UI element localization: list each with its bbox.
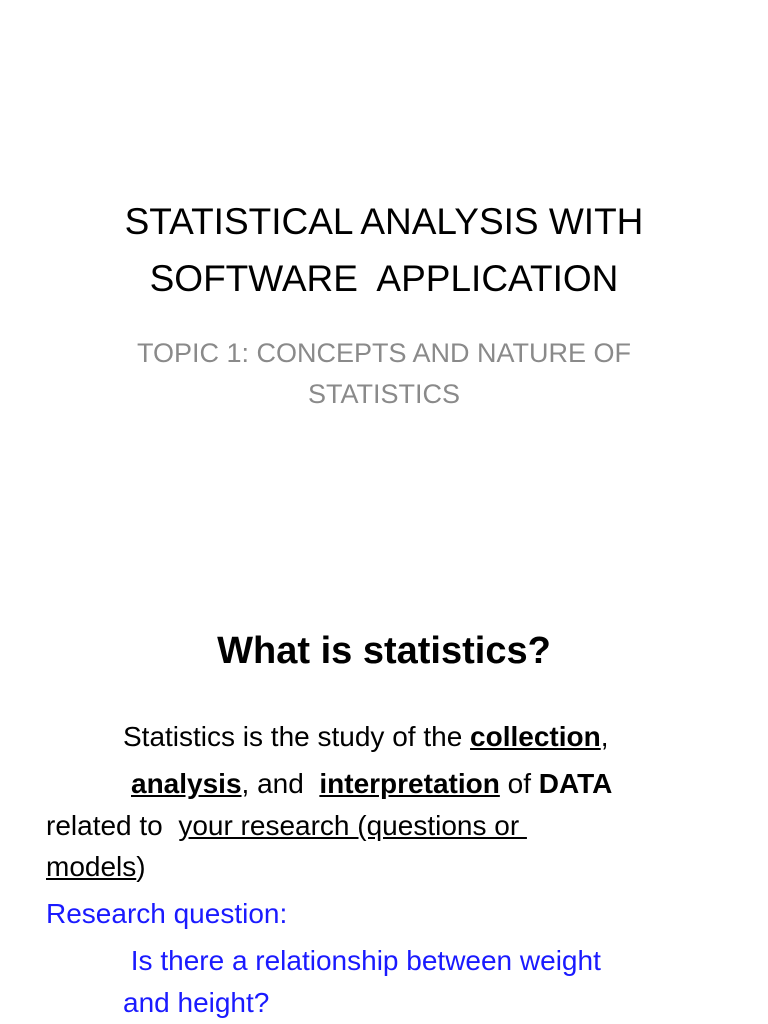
definition-closing-paren: ) <box>136 851 146 882</box>
research-question-label: Research question: <box>46 898 288 929</box>
research-link-part-2: models <box>46 851 137 882</box>
slide-subtitle-line-1: TOPIC 1: CONCEPTS AND NATURE OF <box>136 338 632 368</box>
definition-and: , and <box>241 768 320 799</box>
slide-title-line-2: SOFTWARE APPLICATION <box>149 258 619 299</box>
slide-subtitle <box>60 333 708 415</box>
term-interpretation: interpretation <box>319 768 500 799</box>
definition-intro: Statistics is the study of the <box>123 721 471 752</box>
research-link-part-1: your research (questions or <box>178 810 527 841</box>
definition-comma: , <box>600 721 609 752</box>
definition-line-3 <box>46 809 527 843</box>
slide-heading: What is statistics? <box>217 630 551 672</box>
research-question-line-2: and height? <box>123 987 270 1018</box>
slide-title <box>40 193 728 307</box>
definition-line-4 <box>46 850 146 884</box>
definition-line-2 <box>131 767 612 801</box>
slide-title-line-1: STATISTICAL ANALYSIS WITH <box>124 201 644 242</box>
definition-of: of <box>499 768 539 799</box>
definition-related-to: related to <box>46 810 179 841</box>
research-question-line-1: Is there a relationship between weight <box>123 945 601 976</box>
term-analysis: analysis <box>131 768 242 799</box>
definition-line-1 <box>123 720 609 754</box>
slide-subtitle-line-2: STATISTICS <box>307 379 460 409</box>
term-data: DATA <box>538 768 613 799</box>
term-collection: collection <box>470 721 601 752</box>
content-slide <box>0 560 768 1024</box>
